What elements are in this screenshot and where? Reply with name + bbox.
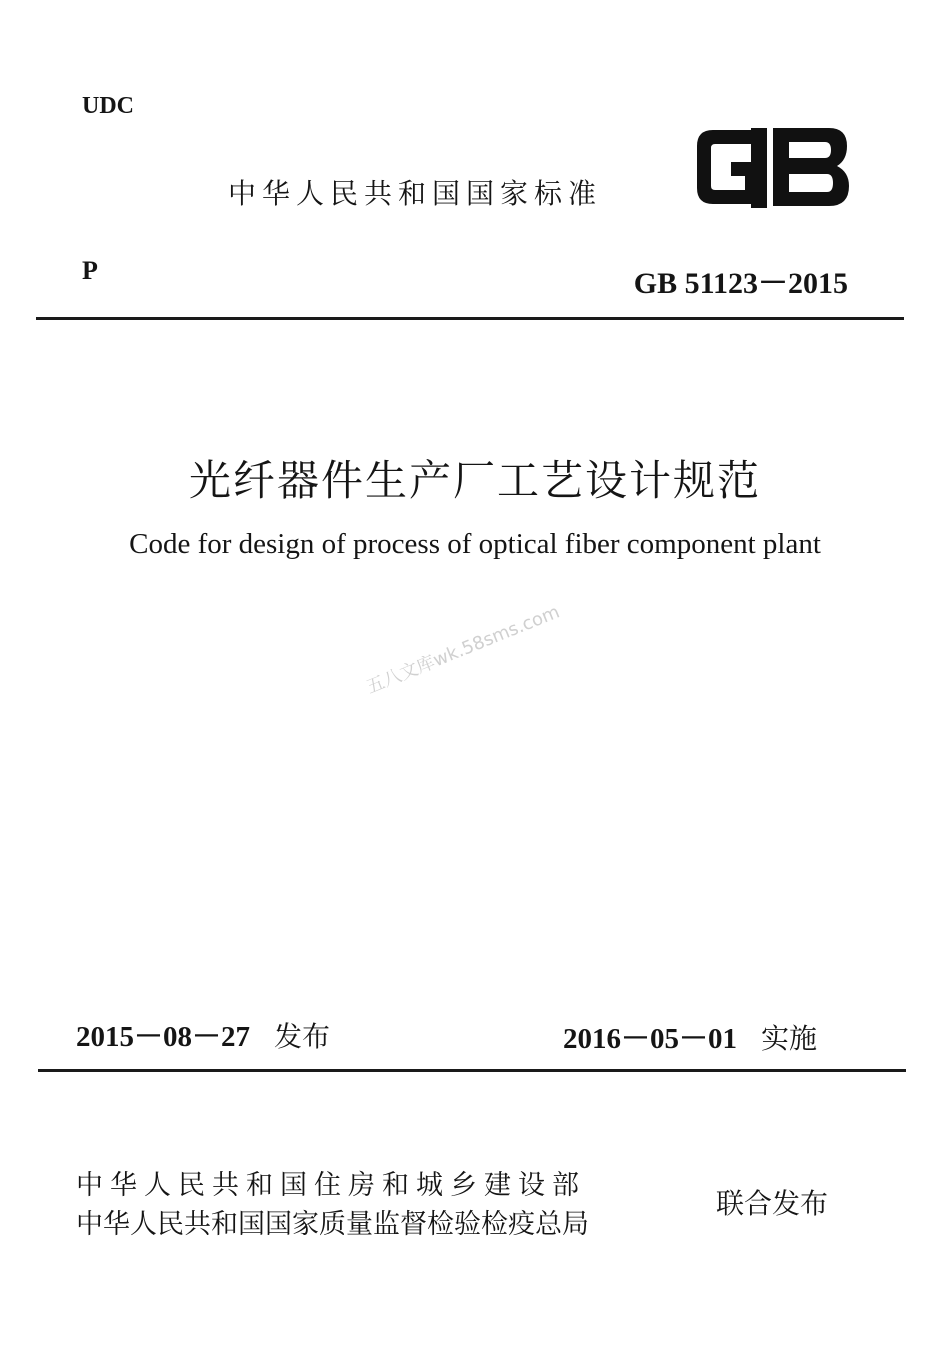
watermark: 五八文库wk.58sms.com xyxy=(363,601,563,699)
title-english: Code for design of process of optical fiber component plant xyxy=(129,528,821,560)
standard-number: GB 51123－2015 xyxy=(633,267,848,300)
title-chinese: 光纤器件生产厂工艺设计规范 xyxy=(188,456,761,505)
bottom-divider xyxy=(38,1069,906,1072)
issue-label: 发布 xyxy=(274,1020,331,1053)
top-divider xyxy=(36,317,904,320)
publisher-line-2: 中华人民共和国国家质量监督检验检疫总局 xyxy=(76,1209,589,1240)
classification-code: P xyxy=(82,256,98,285)
gb-logo xyxy=(693,124,851,210)
issue-date: 2015－08－27 xyxy=(76,1021,251,1053)
issue-date-block xyxy=(76,1014,330,1055)
national-standard-heading: 中华人民共和国国家标准 xyxy=(228,177,603,210)
publisher-line-1: 中华人民共和国住房和城乡建设部 xyxy=(76,1170,586,1201)
implement-date-block xyxy=(563,1016,817,1057)
joint-publish-label: 联合发布 xyxy=(716,1187,829,1220)
implement-date: 2016－05－01 xyxy=(563,1023,738,1055)
implement-label: 实施 xyxy=(761,1022,818,1055)
udc-label: UDC xyxy=(82,93,134,119)
